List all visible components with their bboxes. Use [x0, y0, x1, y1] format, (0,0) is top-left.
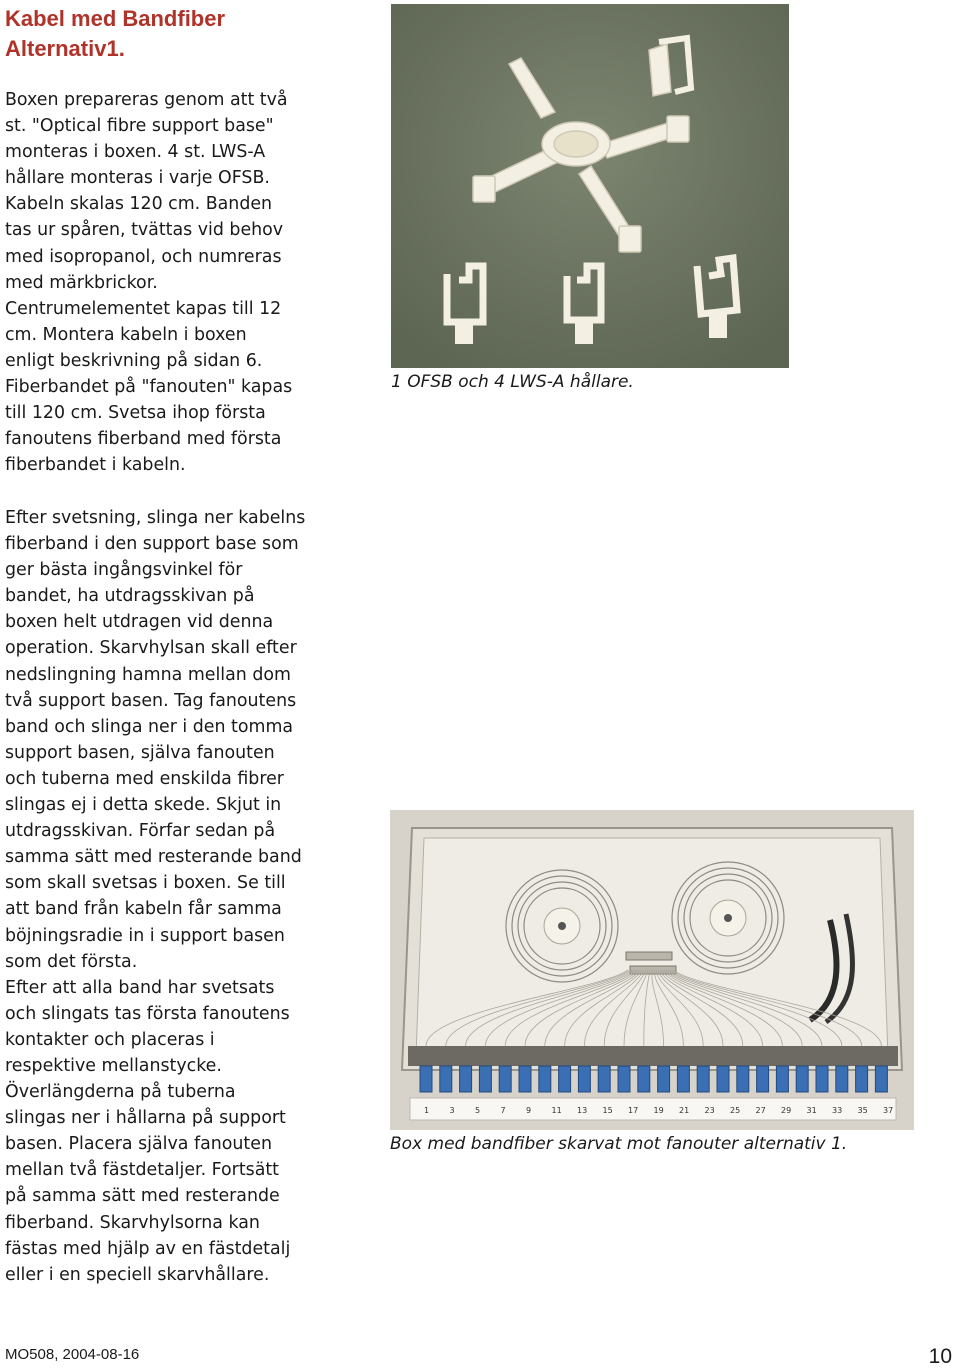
port-number-label: 11 — [551, 1106, 562, 1115]
port-number-label: 15 — [602, 1106, 613, 1115]
sc-connector — [677, 1066, 689, 1092]
port-number-label: 21 — [679, 1106, 690, 1115]
sc-connector — [875, 1066, 887, 1092]
page-title: Kabel med Bandfiber Alternativ1. — [5, 6, 226, 61]
sc-connector — [598, 1066, 610, 1092]
port-number-label: 1 — [424, 1106, 430, 1115]
port-number-label: 13 — [577, 1106, 588, 1115]
sc-connector — [776, 1066, 788, 1092]
port-number-label: 19 — [653, 1106, 664, 1115]
sc-connector — [618, 1066, 630, 1092]
splice-box-photo — [390, 810, 914, 1130]
port-number-label: 27 — [755, 1106, 766, 1115]
port-number-label: 9 — [526, 1106, 532, 1115]
sc-connector — [757, 1066, 769, 1092]
procedure-paragraph: Efter svetsning, slinga ner kabelns fiberband i den support base som ger bästa ingångsvinkel för bandet, ha utdragsskivan på boxen helt utdragen vid denna operation. Skarvhylsan skall efter nedslingning hamna mellan dom två support basen. Tag fanoutens band och slinga ner i den tomma support basen, själva fanouten och tuberna med enskilda fibrer slingas ej i detta skede. Skjut in utdragsskivan. Förfar sedan på samma sätt med resterande band som skall svetsas i boxen. Se till att band från kabeln får samma böjningsradie in i support basen som det första. Efter att alla band har svetsats och slingats tas första fanoutens kontakter och placeras i respektive mellanstycke. Överlängderna på tuberna slingas ner i hållarna på support basen. Placera själva fanouten mellan två fästdetaljer. Fortsätt på samma sätt med resterande fiberband. Skarvhylsorna kan fästas med hjälp av en fästdetalj eller i en speciell skarvhållare. — [5, 508, 306, 1285]
sc-connector — [578, 1066, 590, 1092]
sc-connector — [460, 1066, 472, 1092]
port-number-label: 5 — [475, 1106, 481, 1115]
ofsb-holders-illustration — [391, 4, 789, 368]
splice-box-illustration — [390, 810, 914, 1130]
sc-connector — [737, 1066, 749, 1092]
sc-connector — [519, 1066, 531, 1092]
sc-connector — [539, 1066, 551, 1092]
port-number-label: 37 — [883, 1106, 894, 1115]
port-number-label: 7 — [500, 1106, 506, 1115]
page-number: 10 — [928, 1345, 952, 1368]
sc-connector — [697, 1066, 709, 1092]
port-number-label: 25 — [730, 1106, 741, 1115]
port-number-label: 33 — [832, 1106, 843, 1115]
ofsb-holders-photo — [391, 4, 789, 368]
sc-connector — [816, 1066, 828, 1092]
intro-paragraph: Boxen prepareras genom att två st. "Optical fibre support base" monteras i boxen. 4 st. LWS-A hållare monteras i varje OFSB. Kabeln skalas 120 cm. Banden tas ur spåren, tvättas vid behov med isopropanol, och numreras med märkbrickor. Centrumelementet kapas till 12 cm. Montera kabeln i boxen enligt beskrivning på sidan 6. Fiberbandet på "fanouten" kapas till 120 cm. Svetsa ihop första fanoutens fiberband med första fiberbandet i kabeln. — [5, 90, 293, 476]
sc-connector — [717, 1066, 729, 1092]
sc-connector — [420, 1066, 432, 1092]
port-number-label: 35 — [857, 1106, 868, 1115]
port-number-label: 17 — [628, 1106, 639, 1115]
sc-connector — [479, 1066, 491, 1092]
sc-connector — [499, 1066, 511, 1092]
port-number-label: 3 — [449, 1106, 455, 1115]
sc-connector — [856, 1066, 868, 1092]
sc-connector — [796, 1066, 808, 1092]
port-number-label: 31 — [806, 1106, 817, 1115]
sc-connector — [440, 1066, 452, 1092]
figure-2-caption: Box med bandfiber skarvat mot fanouter alternativ 1. — [390, 1134, 848, 1154]
sc-connector — [638, 1066, 650, 1092]
port-number-label: 29 — [781, 1106, 792, 1115]
figure-1-caption: 1 OFSB och 4 LWS-A hållare. — [391, 372, 634, 392]
sc-connector — [559, 1066, 571, 1092]
sc-connector — [836, 1066, 848, 1092]
document-id: MO508, 2004-08-16 — [5, 1346, 140, 1363]
port-number-label: 23 — [704, 1106, 715, 1115]
sc-connector — [658, 1066, 670, 1092]
